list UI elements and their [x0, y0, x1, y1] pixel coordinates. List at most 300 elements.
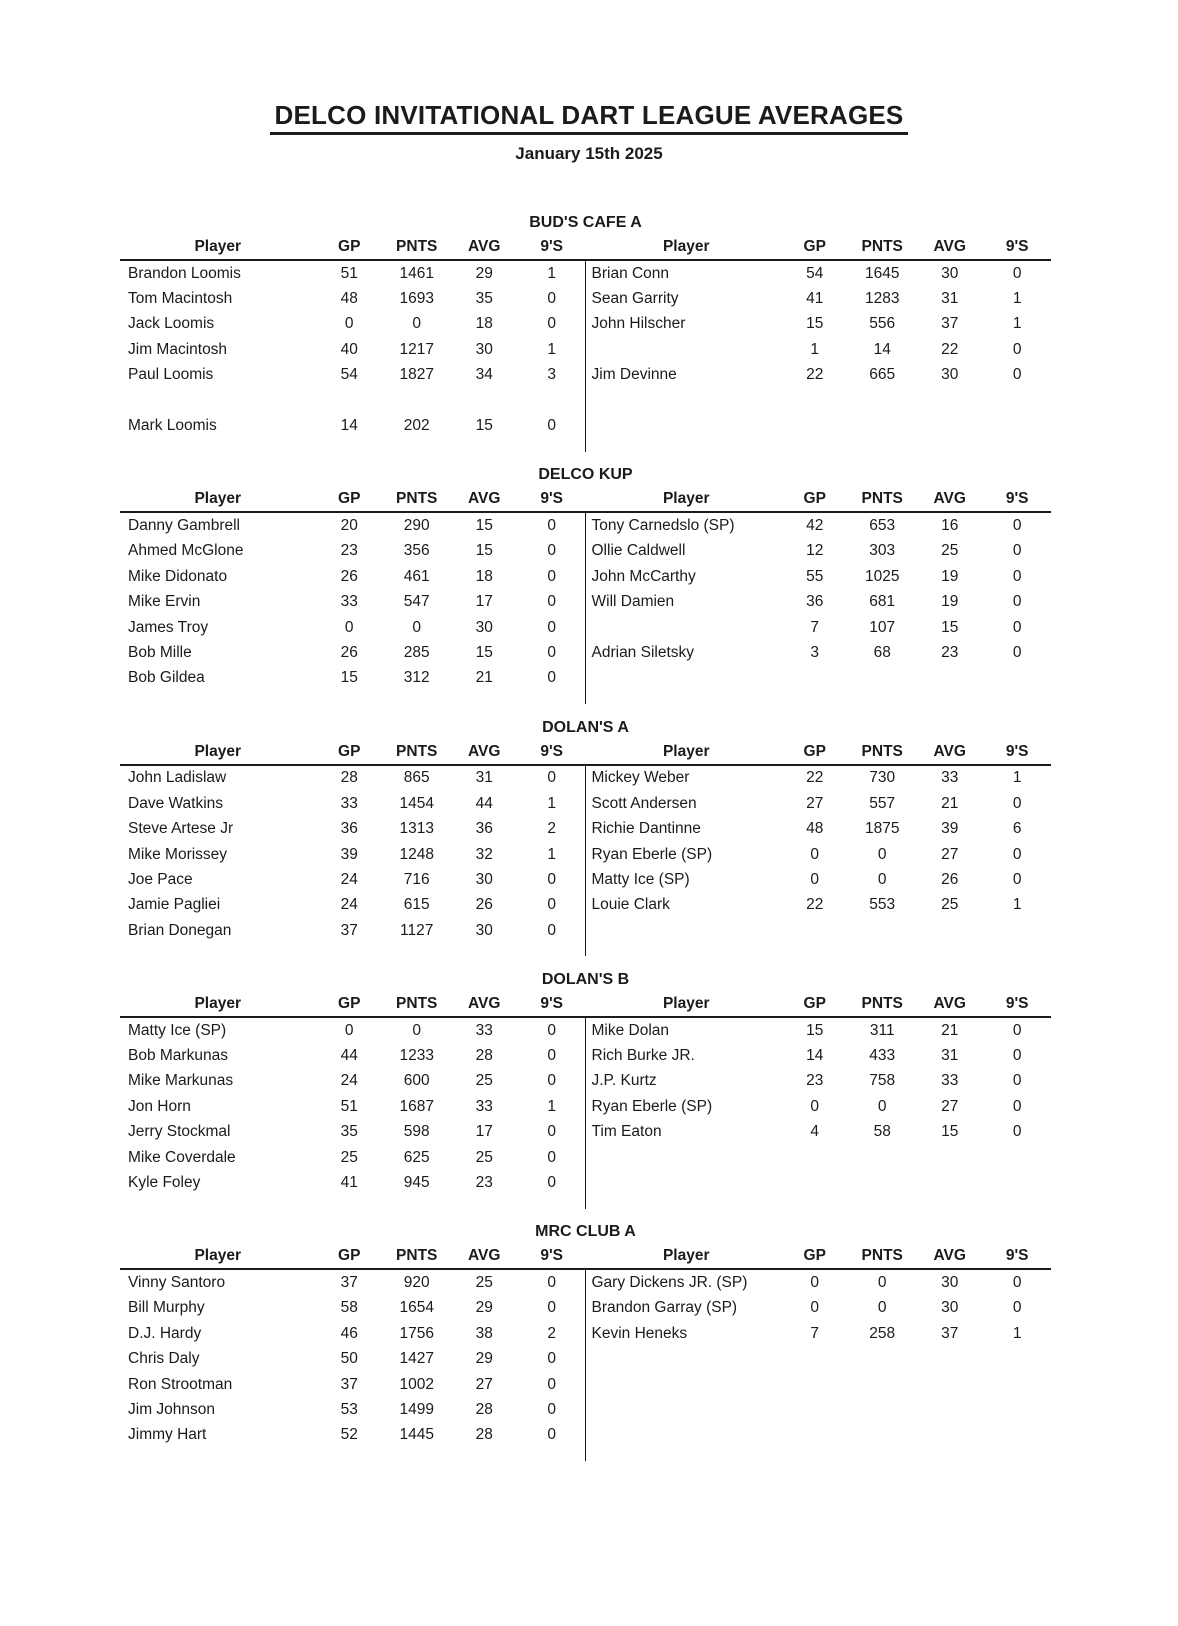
player-name: Paul Loomis — [128, 366, 214, 384]
stat-value: 23 — [475, 1174, 493, 1192]
stat-value: 24 — [340, 870, 358, 888]
row-right-half — [586, 1098, 1052, 1116]
table-header-right — [586, 995, 1052, 1013]
column-header: Player — [662, 994, 710, 1012]
stat-value: 30 — [475, 618, 493, 636]
stat-value: 27 — [941, 845, 959, 863]
stat-value: 0 — [1012, 1274, 1022, 1291]
stat-value: 1283 — [864, 290, 900, 308]
player-name: Ryan Eberle (SP) — [591, 1097, 713, 1115]
stat-value: 0 — [1012, 1097, 1022, 1115]
stat-value: 3 — [547, 366, 556, 384]
stat-value: 21 — [941, 1021, 959, 1039]
page-date: January 15th 2025 — [515, 144, 663, 163]
stat-value: 1693 — [399, 290, 434, 308]
column-header: PNTS — [396, 238, 438, 255]
stat-value: 26 — [340, 643, 358, 661]
stat-value: 22 — [806, 769, 824, 787]
row-right-half — [586, 1274, 1052, 1292]
row-left-half — [120, 644, 586, 662]
row-right-half — [586, 846, 1052, 864]
stat-value: 1 — [1012, 1324, 1022, 1342]
row-left-half — [120, 542, 586, 560]
player-name: Joe Pace — [128, 870, 193, 888]
column-header: GP — [338, 742, 361, 760]
column-header: GP — [803, 742, 826, 760]
table-header-row — [120, 235, 1051, 259]
column-divider — [585, 261, 587, 452]
stat-value: 0 — [547, 1148, 556, 1166]
table-header-right — [586, 1247, 1052, 1265]
player-name: Matty Ice (SP) — [128, 1021, 227, 1039]
row-right-half — [586, 795, 1052, 813]
column-header: GP — [338, 238, 361, 255]
stat-value: 0 — [547, 593, 556, 611]
row-left-half — [120, 1098, 586, 1116]
stat-value: 1 — [1012, 315, 1022, 333]
row-left-half — [120, 1047, 586, 1065]
table-header-left — [120, 238, 586, 256]
row-left-half — [120, 619, 586, 637]
column-header: AVG — [933, 238, 966, 255]
stat-value: 41 — [340, 1174, 358, 1192]
stat-value: 6 — [1012, 820, 1022, 838]
stat-value: 26 — [475, 896, 493, 914]
stat-value: 0 — [547, 618, 556, 636]
stat-value: 0 — [547, 315, 556, 333]
table-rows — [120, 1018, 1051, 1209]
stat-value: 0 — [547, 542, 556, 560]
row-left-half — [120, 265, 586, 283]
row-right-half — [586, 644, 1052, 662]
column-header: 9'S — [540, 994, 564, 1012]
row-left-half — [120, 1350, 586, 1368]
stat-value: 0 — [547, 567, 556, 585]
player-name: Jerry Stockmal — [128, 1123, 231, 1141]
player-name: Mickey Weber — [591, 769, 690, 787]
stat-value: 16 — [941, 517, 959, 535]
stat-value: 0 — [412, 1021, 422, 1039]
stats-table — [120, 235, 1051, 452]
stat-value: 30 — [475, 870, 493, 888]
stat-value: 0 — [1012, 1123, 1022, 1141]
stat-value: 0 — [810, 1274, 820, 1291]
stat-value: 36 — [340, 820, 358, 838]
stat-value: 290 — [403, 517, 430, 535]
stat-value: 15 — [941, 618, 959, 636]
stat-value: 15 — [475, 517, 493, 535]
player-name: Brian Conn — [591, 264, 670, 282]
stat-value: 303 — [869, 542, 896, 560]
player-name: Tim Eaton — [591, 1123, 662, 1141]
row-right-half — [586, 1325, 1052, 1343]
column-header: AVG — [467, 1247, 501, 1265]
stat-value: 0 — [1012, 1299, 1022, 1317]
player-name: Jack Loomis — [128, 315, 215, 333]
stat-value: 1756 — [399, 1324, 434, 1342]
column-header: GP — [803, 490, 826, 508]
row-left-half — [120, 341, 586, 359]
column-header: Player — [194, 742, 242, 760]
column-divider — [585, 766, 587, 957]
stat-value: 46 — [340, 1324, 358, 1342]
stat-value: 461 — [403, 567, 430, 585]
stat-value: 32 — [475, 845, 493, 863]
stat-value: 0 — [344, 1021, 354, 1039]
player-name: Dave Watkins — [128, 794, 224, 812]
stat-value: 0 — [547, 921, 556, 939]
row-right-half — [586, 769, 1052, 787]
stat-value: 33 — [475, 1021, 493, 1039]
stat-value: 15 — [475, 542, 493, 560]
stat-value: 51 — [340, 1097, 358, 1115]
player-name: Will Damien — [591, 593, 675, 611]
stat-value: 0 — [547, 1123, 556, 1141]
stat-value: 625 — [403, 1148, 430, 1166]
player-name: James Troy — [128, 618, 209, 636]
document-page — [0, 100, 1178, 1461]
stat-value: 27 — [475, 1375, 493, 1393]
stat-value: 41 — [806, 290, 824, 308]
page-title: DELCO INVITATIONAL DART LEAGUE AVERAGES — [270, 100, 909, 135]
row-right-half — [586, 1123, 1052, 1141]
column-header: 9'S — [540, 238, 564, 255]
stat-value: 14 — [806, 1047, 824, 1065]
stat-value: 7 — [810, 618, 820, 636]
stat-value: 681 — [869, 593, 896, 611]
column-header: PNTS — [861, 994, 903, 1012]
stat-value: 0 — [810, 1097, 820, 1115]
player-name: John Ladislaw — [128, 769, 227, 787]
stat-value: 23 — [806, 1072, 824, 1090]
column-divider — [585, 1270, 587, 1461]
stat-value: 30 — [475, 340, 493, 358]
stat-value: 54 — [806, 264, 824, 282]
row-left-half — [120, 846, 586, 864]
stat-value: 33 — [340, 593, 358, 611]
column-header: AVG — [933, 1247, 966, 1265]
stat-value: 26 — [941, 870, 959, 888]
stat-value: 1 — [547, 845, 556, 863]
column-header: PNTS — [396, 742, 438, 760]
row-left-half — [120, 517, 586, 535]
stat-value: 22 — [806, 366, 824, 384]
stat-value: 30 — [941, 366, 959, 384]
column-header: Player — [662, 1247, 710, 1265]
stat-value: 53 — [340, 1400, 358, 1418]
player-name — [586, 341, 782, 359]
stat-value: 202 — [403, 417, 430, 435]
stat-value: 1875 — [864, 820, 900, 838]
row-left-half — [120, 871, 586, 889]
stat-value: 40 — [340, 340, 358, 358]
stat-value: 0 — [1012, 1021, 1022, 1039]
row-right-half — [586, 315, 1052, 333]
stat-value: 27 — [806, 794, 824, 812]
stat-value: 21 — [941, 794, 959, 812]
stat-value: 31 — [941, 1047, 959, 1065]
stat-value: 48 — [340, 290, 358, 308]
row-left-half — [120, 922, 586, 940]
row-left-half — [120, 1325, 586, 1343]
stat-value: 716 — [403, 870, 430, 888]
section-title: MRC CLUB A — [535, 1223, 636, 1241]
stat-value: 37 — [340, 1375, 358, 1393]
stat-value: 0 — [547, 1021, 556, 1039]
player-name: John Hilscher — [591, 315, 686, 333]
stat-value: 0 — [1012, 618, 1022, 636]
stat-value: 19 — [941, 593, 959, 611]
stat-value: 0 — [547, 669, 556, 687]
stat-value: 1 — [547, 794, 556, 812]
table-header-row — [120, 740, 1051, 764]
stat-value: 18 — [475, 315, 493, 333]
stat-value: 17 — [475, 1123, 493, 1141]
player-name: John McCarthy — [591, 567, 696, 585]
stat-value: 25 — [475, 1072, 493, 1090]
column-header: AVG — [933, 994, 966, 1012]
stat-value: 0 — [547, 870, 556, 888]
stat-value: 0 — [547, 896, 556, 914]
stat-value: 36 — [475, 820, 493, 838]
stat-value: 25 — [941, 542, 959, 560]
stat-value: 665 — [869, 366, 896, 384]
stat-value: 945 — [403, 1174, 430, 1192]
player-name: Vinny Santoro — [128, 1274, 226, 1291]
stat-value: 1127 — [400, 921, 434, 939]
player-name: Mike Ervin — [128, 593, 201, 611]
player-name: Mark Loomis — [128, 417, 217, 435]
column-header: AVG — [467, 238, 501, 255]
player-name: J.P. Kurtz — [591, 1072, 657, 1090]
stat-value: 29 — [475, 264, 493, 282]
stat-value: 1233 — [399, 1047, 434, 1065]
player-name: Jim Johnson — [128, 1400, 216, 1418]
stat-value: 30 — [941, 1274, 959, 1291]
stat-value: 598 — [403, 1123, 430, 1141]
stat-value: 29 — [475, 1299, 493, 1317]
player-name: Gary Dickens JR. (SP) — [591, 1274, 748, 1291]
row-right-half — [586, 542, 1052, 560]
column-header: GP — [803, 994, 826, 1012]
stat-value: 38 — [475, 1324, 493, 1342]
stat-value: 0 — [810, 870, 820, 888]
stats-table — [120, 1244, 1051, 1461]
column-header: 9'S — [1005, 238, 1029, 255]
player-name: Matty Ice (SP) — [591, 870, 690, 888]
stat-value: 0 — [547, 417, 556, 435]
stat-value: 1461 — [399, 264, 434, 282]
player-name: Brandon Loomis — [128, 264, 241, 282]
stat-value: 36 — [806, 593, 824, 611]
stat-value: 33 — [941, 769, 959, 787]
player-name: Kyle Foley — [128, 1174, 201, 1192]
stat-value: 37 — [941, 1324, 959, 1342]
row-left-half — [120, 1401, 586, 1419]
column-header: Player — [662, 742, 710, 760]
stat-value: 0 — [547, 1174, 556, 1192]
team-section — [120, 1219, 1051, 1461]
player-name: Mike Dolan — [591, 1021, 670, 1039]
column-header: 9'S — [1005, 490, 1029, 508]
stat-value: 107 — [869, 618, 896, 636]
row-right-half — [586, 1047, 1052, 1065]
player-name: Jon Horn — [128, 1097, 191, 1115]
row-right-half — [586, 619, 1052, 637]
stat-value: 31 — [475, 769, 493, 787]
team-section — [120, 210, 1051, 452]
player-name: Jim Macintosh — [128, 340, 228, 358]
row-left-half — [120, 1376, 586, 1394]
stat-value: 28 — [475, 1426, 493, 1444]
column-header: PNTS — [396, 994, 438, 1012]
stat-value: 28 — [340, 769, 358, 787]
table-rows — [120, 261, 1051, 452]
player-name: Brian Donegan — [128, 921, 232, 939]
player-name: Bob Mille — [128, 643, 192, 661]
stat-value: 0 — [1012, 340, 1022, 358]
table-header-row — [120, 992, 1051, 1016]
row-left-half — [120, 1123, 586, 1141]
row-left-half — [120, 290, 586, 308]
stat-value: 1 — [1012, 290, 1022, 308]
stat-value: 0 — [877, 870, 887, 888]
stat-value: 1 — [547, 264, 556, 282]
column-header: GP — [803, 1247, 826, 1265]
player-name: Steve Artese Jr — [128, 820, 234, 838]
player-name: Ryan Eberle (SP) — [591, 845, 713, 863]
column-header: GP — [338, 490, 361, 508]
stat-value: 37 — [941, 315, 959, 333]
stat-value: 27 — [941, 1097, 959, 1115]
stat-value: 0 — [344, 618, 354, 636]
column-header: PNTS — [396, 490, 438, 508]
player-name: Bob Gildea — [128, 669, 205, 687]
row-right-half — [586, 366, 1052, 384]
stat-value: 0 — [1012, 845, 1022, 863]
player-name: Chris Daly — [128, 1350, 200, 1368]
column-divider — [585, 513, 587, 704]
stat-value: 1313 — [399, 820, 434, 838]
stat-value: 285 — [403, 643, 430, 661]
stat-value: 14 — [873, 340, 891, 358]
stat-value: 1 — [1012, 769, 1022, 787]
stat-value: 920 — [403, 1274, 430, 1291]
table-header-right — [586, 490, 1052, 508]
stat-value: 52 — [340, 1426, 358, 1444]
stat-value: 0 — [547, 1400, 556, 1418]
table-rows — [120, 1270, 1051, 1461]
column-header: AVG — [933, 490, 966, 508]
stat-value: 433 — [869, 1047, 896, 1065]
stat-value: 0 — [877, 845, 887, 863]
row-left-half — [120, 1274, 586, 1292]
stat-value: 0 — [547, 1299, 556, 1317]
row-left-half — [120, 568, 586, 586]
player-name: Ollie Caldwell — [591, 542, 686, 560]
stat-value: 0 — [412, 618, 422, 636]
stats-table — [120, 487, 1051, 704]
stat-value: 30 — [941, 1299, 959, 1317]
column-header: 9'S — [540, 490, 564, 508]
player-name: Mike Markunas — [128, 1072, 234, 1090]
stat-value: 37 — [340, 1274, 358, 1291]
section-title: DOLAN'S B — [541, 970, 630, 988]
stat-value: 1248 — [399, 845, 434, 863]
row-right-half — [586, 1072, 1052, 1090]
row-right-half — [586, 1022, 1052, 1040]
stat-value: 58 — [873, 1123, 891, 1141]
player-name: Louie Clark — [591, 896, 670, 914]
stat-value: 29 — [475, 1350, 493, 1368]
player-name: Tom Macintosh — [128, 290, 233, 308]
stat-value: 0 — [1012, 794, 1022, 812]
row-left-half — [120, 896, 586, 914]
stat-value: 23 — [941, 643, 959, 661]
column-divider — [585, 1018, 587, 1209]
column-header: AVG — [467, 742, 501, 760]
row-left-half — [120, 1022, 586, 1040]
stat-value: 1427 — [399, 1350, 434, 1368]
player-name: Jamie Pagliei — [128, 896, 221, 914]
stat-value: 0 — [1012, 643, 1022, 661]
stat-value: 0 — [344, 315, 354, 333]
stat-value: 21 — [475, 669, 493, 687]
stat-value: 0 — [547, 1047, 556, 1065]
table-header-right — [586, 743, 1052, 761]
stat-value: 1499 — [399, 1400, 434, 1418]
stat-value: 0 — [1012, 366, 1022, 384]
row-right-half — [586, 568, 1052, 586]
table-header-right — [586, 238, 1052, 256]
stat-value: 2 — [547, 1324, 556, 1342]
stat-value: 311 — [869, 1021, 895, 1039]
stat-value: 33 — [941, 1072, 959, 1090]
column-header: Player — [194, 238, 242, 255]
stat-value: 18 — [475, 567, 493, 585]
stat-value: 25 — [475, 1148, 493, 1166]
table-header-left — [120, 490, 586, 508]
stat-value: 0 — [547, 1274, 556, 1291]
column-header: Player — [194, 994, 242, 1012]
stat-value: 356 — [403, 542, 430, 560]
column-header: 9'S — [540, 742, 564, 760]
stat-value: 0 — [1012, 1047, 1022, 1065]
stat-value: 865 — [403, 769, 430, 787]
row-right-half — [586, 341, 1052, 359]
row-left-half — [120, 1426, 586, 1444]
column-header: PNTS — [861, 490, 903, 508]
stat-value: 547 — [403, 593, 430, 611]
stat-value: 15 — [941, 1123, 959, 1141]
player-name: Bob Markunas — [128, 1047, 228, 1065]
stat-value: 0 — [810, 845, 820, 863]
stat-value: 1 — [547, 340, 556, 358]
stat-value: 0 — [1012, 593, 1022, 611]
player-name: Jimmy Hart — [128, 1426, 207, 1444]
row-left-half — [120, 593, 586, 611]
row-left-half — [120, 1072, 586, 1090]
stat-value: 0 — [877, 1274, 887, 1291]
stat-value: 17 — [475, 593, 493, 611]
stat-value: 312 — [403, 669, 430, 687]
stat-value: 23 — [340, 542, 358, 560]
stat-value: 22 — [941, 340, 959, 358]
row-left-half — [120, 795, 586, 813]
player-name: Brandon Garray (SP) — [591, 1299, 738, 1317]
row-right-half — [586, 1299, 1052, 1317]
stat-value: 14 — [340, 417, 358, 435]
